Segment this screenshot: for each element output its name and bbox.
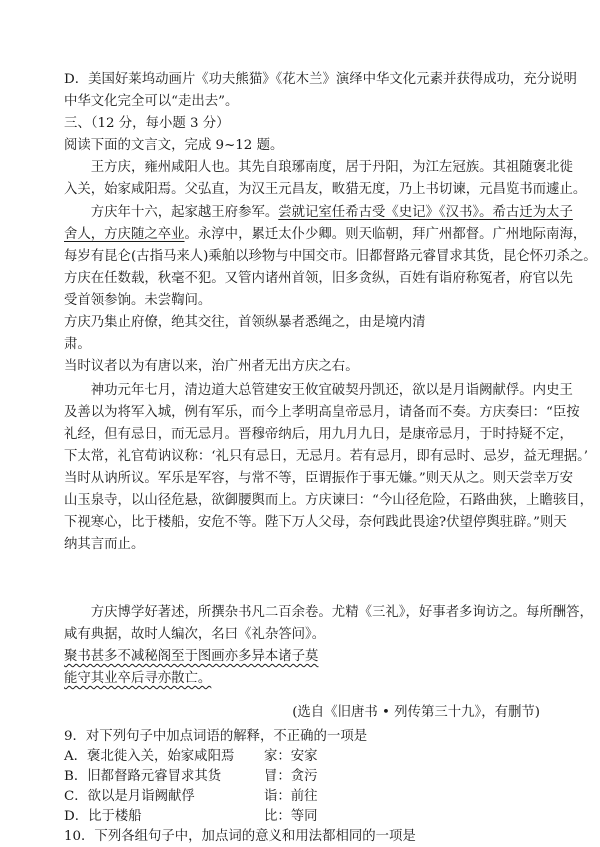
section-heading: 三、（12 分，每小题 3 分） (64, 116, 230, 131)
source-citation: (选自《旧唐书 • 列传第三十九》，有删节) (292, 705, 540, 720)
q9-option-b-gloss: 冒：贪污 (264, 769, 318, 784)
passage-line: 神功元年七月，清边道大总管建安王攸宜破契丹凯还，欲以是月诣阙献俘。内史王 (64, 383, 573, 398)
passage-line (64, 647, 540, 667)
passage-line: 王方庆，雍州咸阳人也。其先自琅琊南度，居于丹阳，为江左冠族。其祖随褒北徙 (64, 160, 573, 175)
passage-text: 。永淳中，累迁太仆少卿。则天临朝，拜广州都督。广州地际南海， (184, 227, 587, 242)
passage-line (64, 203, 573, 223)
passage-line (64, 669, 540, 689)
passage-text: 当时议者以为有唐以来，治广州者无出方庆之右。 (64, 359, 359, 374)
passage-line (64, 335, 540, 355)
passage-line: 礼经，但有忌日，而无忌月。晋穆帝纳后，用九月九日，是康帝忌月，于时持疑不定， (64, 427, 573, 442)
passage-line: 山玉泉寺，以山径危悬，欲御腰舆而上。方庆谏曰：“今山径危险，石路曲狭，上瞻骇目， (64, 493, 594, 508)
passage-line: 方庆在任数载，秋毫不犯。又管内诸州首领，旧多贪纵，百姓有诣府称冤者，府官以先 (64, 271, 573, 286)
option-d-line-2: 中华文化完全可以“走出去”。 (64, 94, 239, 109)
question-10-stem: 10．下列各组句子中，加点词的意义和用法都相同的一项是 (64, 829, 416, 844)
q9-option-c-gloss: 诣：前往 (264, 789, 318, 804)
q9-option-b: B．旧都督路元睿冒求其货 (64, 769, 222, 784)
passage-line: 当时从讷所议。军乐是军容，与常不等，臣谓振作于事无嫌。”则天从之。则天尝幸万安 (64, 471, 573, 486)
passage-line: 下视寒心，比于楼船，安危不等。陛下万人父母，奈何践此畏途?伏望停舆驻辟。”则天 (64, 515, 567, 530)
passage-line: 咸有典据，故时人编次，名曰《礼杂答问》。 (64, 627, 326, 642)
underlined-sentence: 舍人，方庆随之卒业 (64, 227, 185, 242)
passage-text: 方庆年十六，起家越王府参军。 (64, 205, 279, 220)
passage-line: 入关，始家咸阳焉。父弘直，为汉王元昌友，畋猎无度，乃上书切谏，元昌览书而遽止。 (64, 182, 587, 197)
q9-option-a-gloss: 家：安家 (264, 749, 318, 764)
passage-line: 纳其言而止。 (64, 537, 145, 552)
q9-option-a: A．褒北徙入关，始家咸阳焉 (64, 749, 235, 764)
passage-line: 方庆博学好著述，所撰杂书凡二百余卷。尤精《三礼》，好事者多询访之。每所酬答， (64, 605, 593, 620)
underlined-sentence: 尝就记室任希古受《史记》《汉书》。希古迁为太子 (278, 205, 573, 220)
section-instruction: 阅读下面的文言文，完成 9~12 题。 (64, 138, 284, 153)
q9-option-c: C．欲以是月诣阙献俘 (64, 789, 195, 804)
question-9-stem: 9．对下列句子中加点词语的解释，不正确的一项是 (64, 729, 368, 744)
passage-text: 肃。 (64, 337, 91, 352)
option-d-line-1: D．美国好莱坞动画片《功夫熊猫》《花木兰》演绎中华文化元素并获得成功，充分说明 (64, 72, 577, 87)
passage-line (64, 357, 540, 377)
passage-line (64, 225, 587, 245)
passage-line: 每岁有昆仑(古指马来人)乘舶以珍物与中国交市。旧都督路元睿冒求其货，昆仑怀刃杀之。 (64, 249, 597, 264)
q9-option-d: D．比于楼船 (64, 809, 142, 824)
wavy-underlined-sentence: 聚书甚多不减秘阁至于图画亦多异本诸子莫 (64, 649, 319, 664)
passage-line: 下太常，礼官荀讷议称：‘礼只有忌日，无忌月。若有忌月，即有忌时、忌岁，益无理据。’ (64, 449, 589, 464)
wavy-underlined-sentence: 能守其业卒后寻亦散亡。 (64, 671, 212, 686)
passage-line: 方庆乃集止府僚，绝其交往，首领纵暴者悉绳之，由是境内清 (64, 315, 426, 330)
passage-line: 受首领参饷。未尝鞫问。 (64, 293, 212, 308)
passage-line: 及善以为将军入城，例有军乐，而今上孝明高皇帝忌月，请备而不奏。方庆奏曰：“臣按 (64, 405, 580, 420)
q9-option-d-gloss: 比：等同 (264, 809, 318, 824)
